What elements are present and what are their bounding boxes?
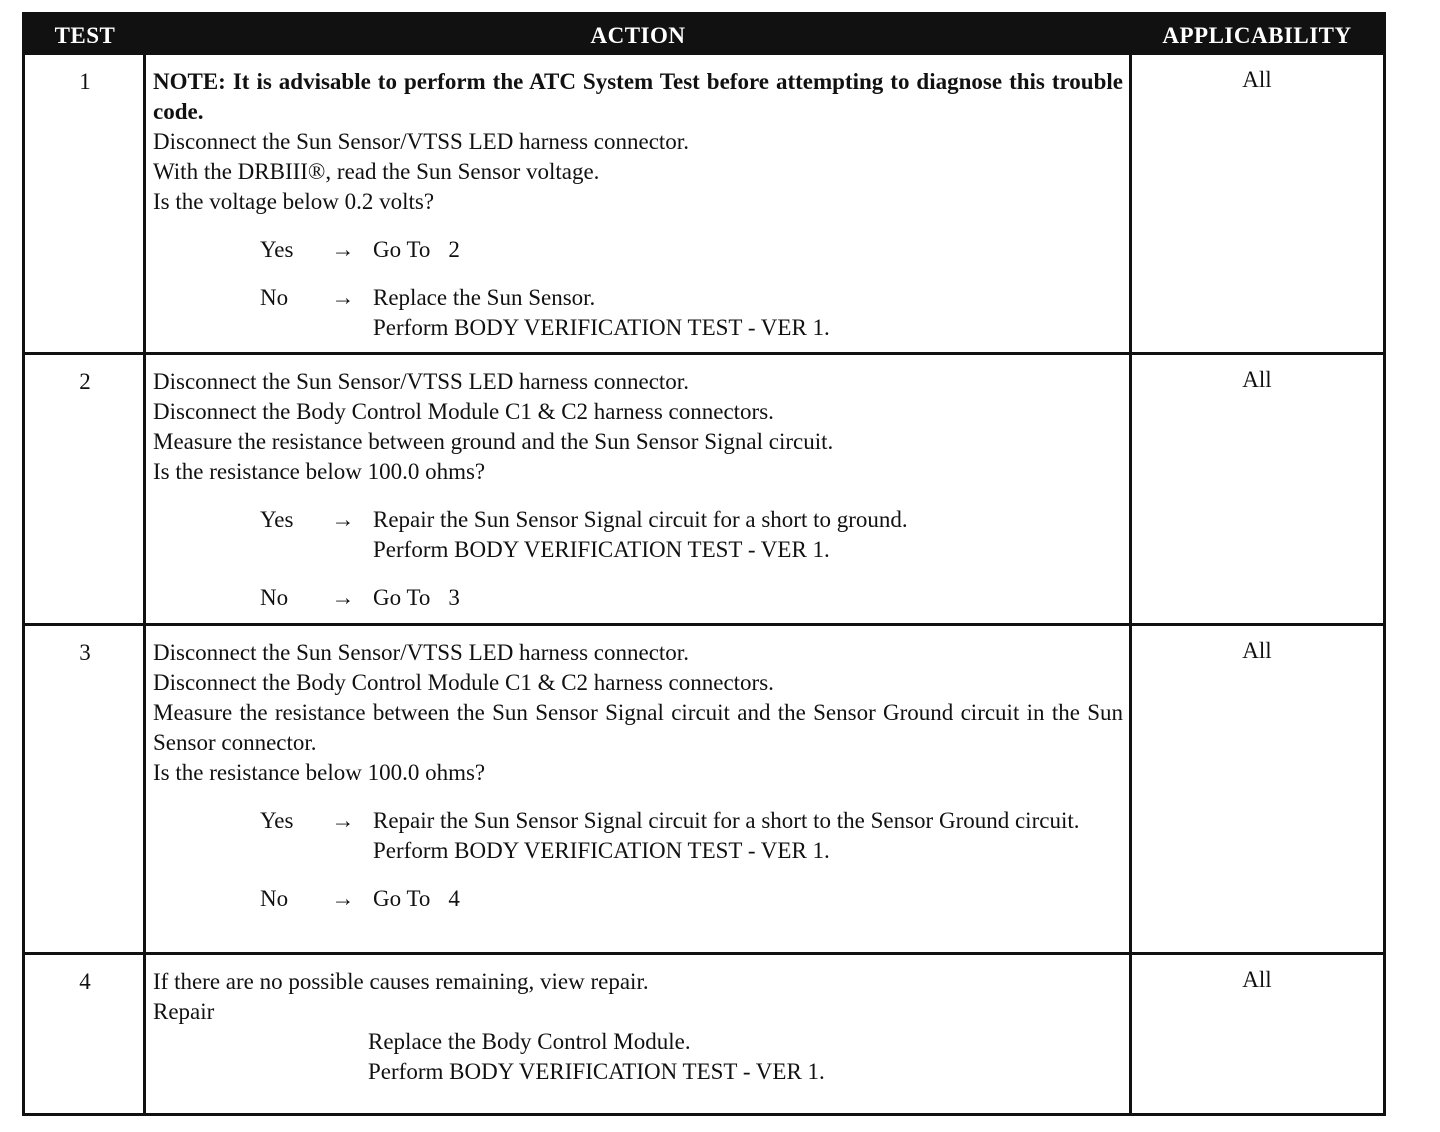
action-cell	[153, 967, 1123, 1087]
no-label: No	[260, 285, 289, 310]
goto-number: 3	[448, 585, 460, 610]
action-line: Disconnect the Body Control Module C1 & C2 harness connectors.	[153, 670, 774, 695]
yes-response	[153, 806, 1123, 866]
goto-text: Go To	[373, 237, 431, 262]
goto-number: 4	[448, 886, 460, 911]
arrow-icon: →	[331, 285, 355, 310]
arrow-icon: →	[331, 507, 355, 532]
header-action: ACTION	[590, 23, 686, 48]
response-line: Perform BODY VERIFICATION TEST - VER 1.	[373, 537, 830, 562]
action-line: Disconnect the Sun Sensor/VTSS LED harness connector.	[153, 369, 689, 394]
header-applicability: APPLICABILITY	[1162, 23, 1352, 48]
action-cell	[153, 638, 1123, 914]
action-line: If there are no possible causes remaining, view repair.	[153, 969, 649, 994]
response-line: Replace the Sun Sensor.	[373, 285, 596, 310]
applicability-value: All	[1242, 67, 1272, 92]
no-response	[153, 583, 1123, 613]
no-label: No	[260, 585, 289, 610]
yes-label: Yes	[260, 808, 294, 833]
action-cell	[153, 67, 1123, 343]
no-label: No	[260, 886, 289, 911]
yes-response	[153, 235, 1123, 265]
action-line: Disconnect the Sun Sensor/VTSS LED harness connector.	[153, 640, 689, 665]
yes-response	[153, 505, 1123, 565]
column-divider	[1129, 55, 1132, 1113]
goto-text: Go To	[373, 886, 431, 911]
diagnostic-table	[22, 12, 1386, 1116]
goto-text: Go To	[373, 585, 431, 610]
test-number: 1	[79, 69, 91, 94]
action-line: Is the resistance below 100.0 ohms?	[153, 459, 486, 484]
note-text: NOTE: It is advisable to perform the ATC System Test before attempting to diagnose this trouble code.	[153, 69, 1123, 124]
table-row-test-3	[25, 623, 1383, 954]
response-line: Repair the Sun Sensor Signal circuit for a short to the Sensor Ground circuit.	[373, 808, 1080, 833]
no-response	[153, 884, 1123, 914]
action-line: Disconnect the Body Control Module C1 & C2 harness connectors.	[153, 399, 774, 424]
goto-number: 2	[448, 237, 460, 262]
table-row-test-1	[25, 55, 1383, 355]
applicability-value: All	[1242, 638, 1272, 663]
repair-line: Replace the Body Control Module.	[368, 1029, 691, 1054]
test-number: 4	[79, 969, 91, 994]
test-number: 2	[79, 369, 91, 394]
test-number: 3	[79, 640, 91, 665]
action-line: Measure the resistance between the Sun Sensor Signal circuit and the Sensor Ground circuit in the Sun Sensor connector.	[153, 700, 1123, 755]
applicability-value: All	[1242, 967, 1272, 992]
table-header	[25, 15, 1383, 55]
arrow-icon: →	[331, 886, 355, 911]
no-response	[153, 283, 1123, 343]
action-line: Measure the resistance between ground and the Sun Sensor Signal circuit.	[153, 429, 834, 454]
column-divider	[143, 55, 146, 1113]
action-line: With the DRBIII®, read the Sun Sensor voltage.	[153, 159, 600, 184]
action-cell	[153, 367, 1123, 613]
table-row-test-2	[25, 352, 1383, 625]
repair-line: Perform BODY VERIFICATION TEST - VER 1.	[368, 1059, 825, 1084]
arrow-icon: →	[331, 808, 355, 833]
response-line: Perform BODY VERIFICATION TEST - VER 1.	[373, 838, 830, 863]
yes-label: Yes	[260, 237, 294, 262]
table-row-test-4	[25, 952, 1383, 1113]
yes-label: Yes	[260, 507, 294, 532]
response-line: Repair the Sun Sensor Signal circuit for a short to ground.	[373, 507, 908, 532]
header-test: TEST	[54, 23, 116, 48]
repair-body	[368, 1027, 1123, 1087]
action-line: Disconnect the Sun Sensor/VTSS LED harness connector.	[153, 129, 689, 154]
action-line: Is the resistance below 100.0 ohms?	[153, 760, 486, 785]
action-line: Is the voltage below 0.2 volts?	[153, 189, 435, 214]
repair-label: Repair	[153, 999, 215, 1024]
response-line: Perform BODY VERIFICATION TEST - VER 1.	[373, 315, 830, 340]
arrow-icon: →	[331, 237, 355, 262]
applicability-value: All	[1242, 367, 1272, 392]
arrow-icon: →	[331, 585, 355, 610]
